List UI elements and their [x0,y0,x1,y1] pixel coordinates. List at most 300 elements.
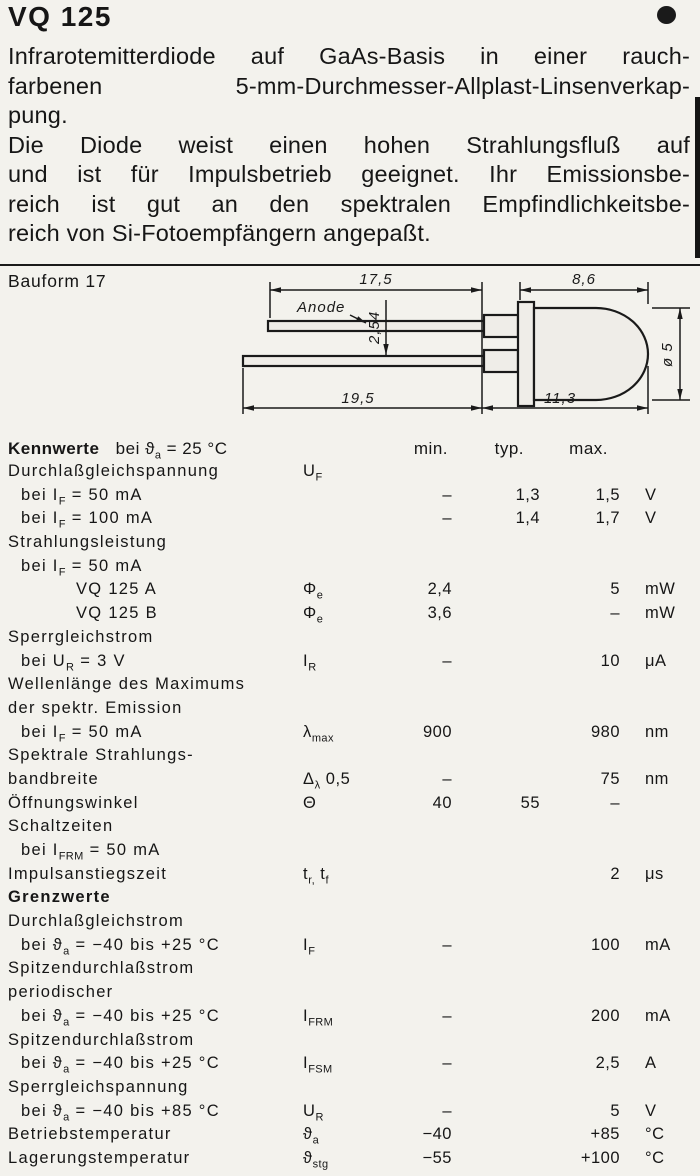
row-typ: 1,4 [515,509,540,528]
text-segment: bei I [21,556,59,575]
text-segment: Sperrgleichspannung [8,1077,189,1096]
row-typ [458,1052,540,1076]
row-symbol [295,744,380,768]
subscript: FRM [308,1016,334,1029]
dim-diameter: ø 5 [659,342,676,367]
row-label [0,721,295,745]
row-typ [458,839,540,863]
dim-lead-pitch: 2,54 [366,310,383,344]
row-symbol [295,1147,380,1171]
col-header-max: max. [569,439,608,458]
text-segment: bei ϑ [115,439,155,458]
row-min [380,839,458,863]
page-title: VQ 125 [8,1,112,32]
row-max [540,460,620,484]
row-unit [620,744,645,768]
row-max: 980 [590,722,620,741]
intro-line: Die Diode weist einen hohen Strahlungsfluß auf [8,131,690,158]
table-row [0,815,700,839]
text-segment: U [303,1101,316,1120]
anode-lead-tab [484,315,518,337]
table-row [0,1052,700,1076]
row-unit: V [645,485,657,504]
row-max: +100 [580,1148,620,1167]
table-row [0,1100,700,1124]
row-typ [458,721,540,745]
table-row [0,981,700,1005]
row-label [0,839,295,863]
row-typ [458,1100,540,1124]
table-row [0,1029,700,1053]
spec-table-body [0,460,700,1171]
row-unit [620,555,645,579]
row-symbol [295,1029,380,1053]
anode-label: Anode [297,299,346,316]
row-unit: V [645,509,657,528]
table-row [0,839,700,863]
row-min [380,673,458,697]
row-unit: mA [645,1006,671,1025]
row-symbol [295,602,380,626]
text-segment: Spektrale Strahlungs- [8,746,194,765]
subscript: a [312,1134,320,1147]
text-segment: VQ 125 B [76,604,158,623]
row-min [380,1076,458,1100]
dim-body-total-length: 11,3 [543,390,577,407]
row-symbol [295,626,380,650]
text-segment: U [303,462,316,480]
row-max: 75 [600,769,620,788]
row-unit: A [645,1054,657,1073]
col-header-typ: typ. [494,439,524,458]
subscript: a [154,449,162,462]
table-row [0,744,700,768]
subscript: stg [312,1158,329,1171]
row-typ [458,460,540,484]
row-max: 1,7 [595,509,620,528]
text-segment: = 3 V [74,651,126,670]
row-min [380,910,458,934]
row-max [540,886,620,910]
row-typ [458,886,540,910]
row-unit: nm [645,769,669,788]
subscript: λ [314,779,321,792]
spec-table-header [0,437,700,460]
table-row [0,555,700,579]
row-typ [458,957,540,981]
row-label [0,650,295,674]
text-segment: periodischer [8,983,114,1002]
row-symbol [295,768,380,792]
text-segment: Strahlungsleistung [8,533,168,552]
text-segment: ϑ [303,1148,313,1167]
subscript: R [308,660,317,673]
intro-text [8,42,690,249]
table-row [0,934,700,958]
subscript: a [63,1016,70,1029]
row-typ [458,650,540,674]
row-min: 3,6 [427,604,452,623]
row-typ [458,815,540,839]
row-symbol [295,981,380,1005]
row-unit: μs [645,864,664,883]
package-drawing [0,266,700,444]
row-max [540,981,620,1005]
row-unit [620,697,645,721]
subscript: a [63,1110,70,1123]
row-unit: V [645,1101,657,1120]
text-segment: = 50 mA [65,485,143,504]
text-segment: bei ϑ [21,1101,64,1120]
table-row [0,507,700,531]
row-typ [458,697,540,721]
row-max: 5 [610,580,620,599]
subscript: R [315,1110,324,1123]
row-unit [620,673,645,697]
intro-line: reich von Si-Fotoempfängern angepaßt. [8,220,431,246]
subscript: F [315,471,323,484]
text-segment: bei ϑ [21,935,64,954]
table-row [0,886,700,910]
row-symbol [295,1052,380,1076]
table-row [0,910,700,934]
col-header-min: min. [413,439,448,458]
row-unit [620,957,645,981]
row-label [0,578,295,602]
text-segment: Durchlaßgleichstrom [8,912,184,931]
text-segment: I [303,1054,309,1073]
row-typ [458,768,540,792]
text-segment: bei ϑ [21,1006,64,1025]
row-max: – [610,604,620,623]
table-row [0,650,700,674]
row-max: 5 [610,1101,620,1120]
row-symbol [295,460,380,484]
table-row [0,460,700,484]
text-segment: = −40 bis +25 °C [69,1054,220,1073]
row-symbol [295,934,380,958]
row-max [540,815,620,839]
cathode-lead [243,356,518,366]
table-row [0,863,700,887]
subscript: r, [308,873,316,886]
row-label [0,697,295,721]
text-segment: = 100 mA [65,509,154,528]
row-unit [620,910,645,934]
row-label [0,1147,295,1171]
row-unit [620,792,645,816]
text-segment: bei I [21,841,59,859]
row-label [0,460,295,484]
row-max [540,555,620,579]
row-min: – [442,769,452,788]
row-symbol [295,1100,380,1124]
intro-line: farbenen 5-mm-Durchmesser-Allplast-Linsenverkap- [8,72,690,99]
row-label [0,981,295,1005]
row-typ: 1,3 [515,485,540,504]
scan-edge-bar [695,97,700,258]
package-flange [518,302,534,406]
row-symbol [295,650,380,674]
row-symbol [295,910,380,934]
table-condition [115,439,228,462]
table-row [0,531,700,555]
row-min: – [442,1006,452,1025]
row-max: +85 [590,1125,620,1144]
subscript: e [316,589,324,602]
text-segment: Spitzendurchlaßstrom [8,959,195,978]
dim-body-length: 8,6 [572,271,596,288]
row-unit: °C [645,1125,665,1144]
row-symbol [295,555,380,579]
text-segment: Spitzendurchlaßstrom [8,1030,195,1049]
row-typ [458,863,540,887]
subscript: F [58,494,66,507]
table-title-cell [0,437,380,460]
row-max: 10 [600,651,620,670]
row-min [380,460,458,484]
row-max [540,744,620,768]
row-typ [458,910,540,934]
row-unit: mA [645,935,671,954]
subscript: max [311,731,334,744]
subscript: FRM [58,850,84,863]
text-segment: bei I [21,509,59,528]
row-label [0,957,295,981]
text-segment: = 50 mA [65,556,143,575]
table-row [0,697,700,721]
dim-lead-length-bottom: 19,5 [341,390,375,407]
subscript: F [308,945,316,958]
row-label [0,1029,295,1053]
row-typ [458,602,540,626]
row-min: – [442,1054,452,1073]
text-segment: = −40 bis +85 °C [69,1101,220,1120]
row-label [0,602,295,626]
bauform-label: Bauform 17 [8,271,107,291]
row-min [380,863,458,887]
row-unit: μA [645,651,667,670]
text-segment: bei ϑ [21,1054,64,1073]
text-segment: λ [303,722,312,741]
row-unit: mW [645,580,676,599]
row-min: – [442,651,452,670]
row-unit [620,460,645,484]
subscript: a [63,945,70,958]
row-unit [620,531,645,555]
row-max [540,1076,620,1100]
table-row [0,957,700,981]
text-segment: = 50 mA [83,841,161,859]
row-min: – [442,509,452,528]
row-label [0,792,295,816]
text-segment: I [303,651,309,670]
row-min [380,531,458,555]
row-label [0,507,295,531]
row-label [0,886,295,910]
row-typ [458,934,540,958]
row-unit: °C [645,1148,665,1167]
row-max [540,910,620,934]
row-symbol [295,484,380,508]
intro-line: Infrarotemitterdiode auf GaAs-Basis in einer rauch- [8,43,690,69]
row-min [380,886,458,910]
row-symbol [295,507,380,531]
row-min [380,626,458,650]
text-segment: Durchlaßgleichspannung [8,462,220,480]
row-typ [458,981,540,1005]
text-segment: Impulsanstiegszeit [8,864,168,883]
row-symbol [295,531,380,555]
page-marker-dot [657,6,676,24]
text-segment: Φ [303,604,317,623]
text-segment: bei I [21,722,59,741]
text-segment: Lagerungstemperatur [8,1148,191,1167]
intro-line: und ist für Impulsbetrieb geeignet. Ihr Emissionsbe- [8,161,690,187]
row-label [0,1076,295,1100]
subscript: e [316,613,324,626]
row-label [0,744,295,768]
led-package-outline [243,302,648,406]
text-segment: = −40 bis +25 °C [69,1006,220,1025]
row-min [380,981,458,1005]
table-row [0,1147,700,1171]
row-typ [458,1076,540,1100]
row-symbol [295,721,380,745]
cathode-lead-tab [484,350,518,372]
row-typ [458,1005,540,1029]
row-max: 100 [590,935,620,954]
row-typ [458,1029,540,1053]
row-max: – [610,793,620,812]
row-min: – [442,935,452,954]
text-segment: Betriebstemperatur [8,1125,172,1144]
text-segment: bandbreite [8,769,99,788]
subscript: a [63,1063,70,1076]
row-symbol [295,886,380,910]
row-label [0,673,295,697]
row-min [380,697,458,721]
package-dome [534,308,648,400]
row-label [0,555,295,579]
row-label [0,768,295,792]
row-max [540,957,620,981]
row-symbol [295,578,380,602]
row-label [0,484,295,508]
bauform-17-drawing [0,266,700,444]
row-max [540,697,620,721]
text-segment: bei I [21,485,59,504]
row-max [540,839,620,863]
row-min: −55 [422,1148,452,1167]
row-min [380,555,458,579]
table-row [0,484,700,508]
row-min: −40 [422,1125,452,1144]
table-row [0,602,700,626]
row-typ [458,673,540,697]
table-row [0,768,700,792]
text-segment: I [303,1006,309,1025]
row-typ [458,555,540,579]
row-min: – [442,1101,452,1120]
subscript: FSM [308,1063,333,1076]
row-unit [620,1029,645,1053]
subscript: R [66,660,75,673]
text-segment: = 50 mA [65,722,143,741]
row-min [380,744,458,768]
row-unit [620,1076,645,1100]
row-typ [458,578,540,602]
row-unit [620,839,645,863]
row-max [540,626,620,650]
text-segment: = −40 bis +25 °C [69,935,220,954]
row-label [0,910,295,934]
row-typ: 55 [520,793,540,812]
row-min: 900 [422,722,452,741]
section-title: Kennwerte [8,439,100,458]
text-segment: I [303,935,309,954]
row-symbol [295,1005,380,1029]
text-segment: Wellenlänge des Maximums [8,675,246,694]
row-unit [620,981,645,1005]
row-min: 2,4 [427,580,452,599]
row-typ [458,1123,540,1147]
table-row [0,792,700,816]
text-segment: = 25 °C [161,439,228,458]
row-min [380,1029,458,1053]
row-label [0,626,295,650]
text-segment: Grenzwerte [8,888,111,907]
row-symbol [295,815,380,839]
row-unit: nm [645,722,669,741]
row-max [540,531,620,555]
anode-lead [268,321,518,331]
dim-lead-length-top: 17,5 [359,271,393,288]
text-segment: Schaltzeiten [8,817,114,836]
table-row [0,1005,700,1029]
row-min [380,957,458,981]
text-segment: ϑ [303,1125,313,1144]
text-segment: 0,5 [320,769,351,788]
row-symbol [295,792,380,816]
row-label [0,934,295,958]
row-typ [458,1147,540,1171]
text-segment: Δ [303,769,315,788]
subscript: f [325,873,329,886]
row-label [0,531,295,555]
row-label [0,1005,295,1029]
intro-line: reich ist gut an den spektralen Empfindlichkeitsbe- [8,190,690,217]
row-label [0,1123,295,1147]
row-typ [458,744,540,768]
table-row [0,1076,700,1100]
text-segment: t [315,864,326,883]
row-max: 200 [590,1006,620,1025]
spec-table [0,437,700,1171]
text-segment: Öffnungswinkel [8,793,139,812]
row-label [0,1052,295,1076]
paragraph-1 [8,42,690,131]
text-segment: bei U [21,651,67,670]
text-segment: VQ 125 A [76,580,158,599]
table-row [0,626,700,650]
subscript: F [58,731,66,744]
row-typ [458,626,540,650]
text-segment: Θ [303,793,317,812]
table-row [0,721,700,745]
intro-line: pung. [8,102,68,128]
row-symbol [295,957,380,981]
